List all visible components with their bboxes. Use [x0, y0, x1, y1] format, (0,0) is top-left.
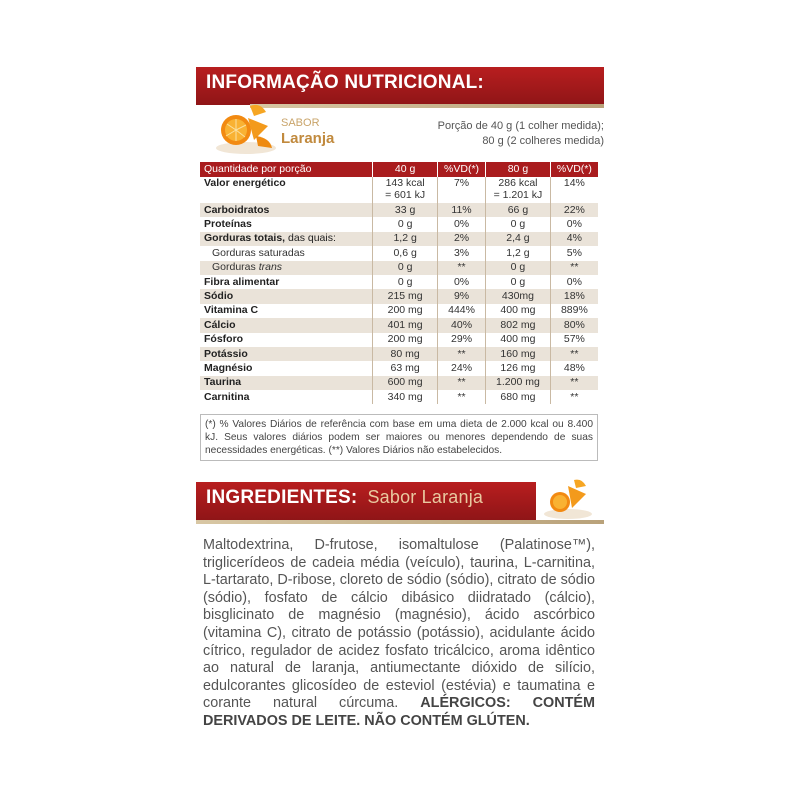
row-vd-80g: ** [550, 261, 598, 275]
portion-info [384, 119, 604, 149]
row-value-80g: 430mg [486, 289, 551, 303]
header-quantity: Quantidade por porção [200, 162, 373, 177]
row-vd-80g: 889% [560, 304, 588, 317]
table-row [200, 246, 598, 260]
table-header-row [200, 162, 598, 177]
row-value-80g: 680 mg [486, 390, 551, 404]
row-vd-40g: 24% [437, 361, 485, 375]
row-vd-40g: ** [437, 261, 485, 275]
row-value-80g: 0 g [486, 217, 551, 231]
row-vd-40g: 3% [437, 246, 485, 260]
nutrition-title: INFORMAÇÃO NUTRICIONAL: [206, 72, 484, 93]
row-vd-40g: ** [437, 390, 485, 404]
table-row [200, 217, 598, 231]
row-vd-80g: 14% [563, 177, 585, 189]
row-vd-40g: 0% [437, 275, 485, 289]
table-row [200, 347, 598, 361]
row-value-40g: 33 g [373, 203, 438, 217]
row-vd-40g: ** [437, 347, 485, 361]
table-row [200, 275, 598, 289]
row-name: Taurina [200, 376, 373, 390]
row-vd-80g: ** [550, 347, 598, 361]
row-name: Cálcio [200, 318, 373, 332]
row-value-40g: 401 mg [373, 318, 438, 332]
table-row [200, 390, 598, 404]
row-vd-80g: 4% [550, 232, 598, 246]
row-vd-80g: 48% [563, 361, 585, 374]
header-vd-40g: %VD(*) [437, 162, 485, 177]
row-vd-80g: 5% [566, 246, 582, 259]
row-value-40g: 143 kcal = 601 kJ [373, 177, 438, 203]
row-name: Proteínas [200, 217, 373, 231]
row-vd-80g: ** [570, 390, 579, 403]
orange-slice-icon [540, 476, 596, 520]
nutrition-table [200, 162, 598, 404]
footnote: (*) % Valores Diários de referência com base em uma dieta de 2.000 kcal ou 8.400 kJ. Seus valores diários podem ser maiores ou menores dependendo de suas necessidades energéticas. (**) Valores Diários não estabelecidos. [200, 414, 598, 461]
row-name: Fósforo [200, 333, 373, 347]
row-name: Gorduras saturadas [200, 246, 373, 260]
row-value-40g: 0,6 g [373, 246, 438, 260]
portion-line-1: Porção de 40 g (1 colher medida); [437, 120, 604, 132]
table-row [200, 289, 598, 303]
row-vd-80g: ** [550, 376, 598, 390]
row-value-40g: 0 g [373, 261, 438, 275]
row-vd-80g: 0% [566, 275, 582, 288]
table-row [200, 232, 598, 246]
row-vd-80g: 22% [550, 203, 598, 217]
row-value-80g: 2,4 g [486, 232, 551, 246]
row-value-40g: 0 g [373, 217, 438, 231]
row-value-80g: 66 g [486, 203, 551, 217]
row-vd-40g: 0% [437, 217, 485, 231]
row-name: Carboidratos [200, 203, 373, 217]
row-value-80g: 0 g [486, 275, 551, 289]
row-vd-40g: 29% [437, 333, 485, 347]
row-vd-40g: 7% [437, 177, 485, 203]
table-row [200, 376, 598, 390]
table-row [200, 333, 598, 347]
table-row [200, 203, 598, 217]
row-value-80g: 126 mg [486, 361, 551, 375]
row-vd-40g: 2% [437, 232, 485, 246]
row-vd-80g: 0% [566, 218, 582, 231]
row-value-40g: 215 mg [373, 289, 438, 303]
table-row [200, 177, 598, 203]
ingredients-text: Maltodextrina, D-frutose, isomaltulose (Palatinose™), triglicerídeos de cadeia média (veículo), taurina, L-carnitina, L-tartarato, D-ribose, cloreto de sódio (sódio), citrato de sódio (sódio), fosfato de cálcio dibásico diidratado (cálcio), bisglicinato de magnésio (magnésio), ácido ascórbico (vitamina C), citrato de potássio (potássio), acidulante ácido cítrico, regulador de acidez fosfato tricálcico, aroma idêntico ao natural de laranja, antiumectante dióxido de silício, edulcorantes glicosídeo de esteviol (estévia) e taumatina e corante natural cúrcuma. ALÉRGICOS: CONTÉM DERIVADOS DE LEITE. NÃO CONTÉM GLÚTEN. [203, 537, 595, 729]
row-name: Gorduras trans [200, 261, 373, 275]
ingredients-title: INGREDIENTES: [206, 487, 358, 508]
ingredients-title-row [206, 487, 483, 509]
row-name: Carnitina [200, 390, 373, 404]
ingredients-header [196, 482, 536, 520]
row-value-80g: 286 kcal = 1.201 kJ [486, 177, 551, 203]
row-name: Valor energético [200, 177, 373, 203]
row-value-40g: 600 mg [373, 376, 438, 390]
row-vd-80g: 18% [550, 289, 598, 303]
row-vd-40g: 11% [437, 203, 485, 217]
header-40g: 40 g [373, 162, 438, 177]
ingredients-divider [196, 520, 604, 524]
row-name: Magnésio [200, 361, 373, 375]
table-row [200, 318, 598, 332]
row-value-80g: 0 g [486, 261, 551, 275]
ingredients-flavor: Sabor Laranja [367, 487, 484, 507]
row-value-40g: 1,2 g [373, 232, 438, 246]
row-value-80g: 802 mg [486, 318, 551, 332]
row-value-80g: 400 mg [486, 304, 551, 318]
row-value-40g: 0 g [373, 275, 438, 289]
row-value-80g: 1,2 g [486, 246, 551, 260]
row-value-40g: 200 mg [373, 333, 438, 347]
header-vd-80g: %VD(*) [550, 162, 598, 177]
row-value-40g: 80 mg [373, 347, 438, 361]
row-value-80g: 160 mg [486, 347, 551, 361]
row-name: Sódio [200, 289, 373, 303]
row-vd-40g: 40% [437, 318, 485, 332]
table-row [200, 261, 598, 275]
row-name: Potássio [200, 347, 373, 361]
row-value-80g: 1.200 mg [486, 376, 551, 390]
flavor-name: Laranja [281, 130, 335, 147]
row-vd-40g: 9% [437, 289, 485, 303]
row-name: Fibra alimentar [200, 275, 373, 289]
header-80g: 80 g [486, 162, 551, 177]
row-vd-80g: 57% [563, 333, 585, 346]
portion-line-2: 80 g (2 colheres medida) [482, 135, 604, 147]
flavor-label: SABOR [281, 117, 320, 129]
row-name: Vitamina C [200, 304, 373, 318]
header-divider [250, 104, 604, 108]
row-value-40g: 200 mg [373, 304, 438, 318]
row-value-40g: 340 mg [373, 390, 438, 404]
orange-slice-icon [210, 98, 282, 158]
allergens-warning: ALÉRGICOS: CONTÉM DERIVADOS DE LEITE. NÃO CONTÉM GLÚTEN. [203, 695, 595, 729]
table-row [200, 304, 598, 318]
row-value-40g: 63 mg [373, 361, 438, 375]
row-vd-40g: 444% [437, 304, 485, 318]
row-name: Gorduras totais, das quais: [200, 232, 373, 246]
row-value-80g: 400 mg [486, 333, 551, 347]
row-vd-40g: ** [437, 376, 485, 390]
table-row [200, 361, 598, 375]
row-vd-80g: 80% [550, 318, 598, 332]
